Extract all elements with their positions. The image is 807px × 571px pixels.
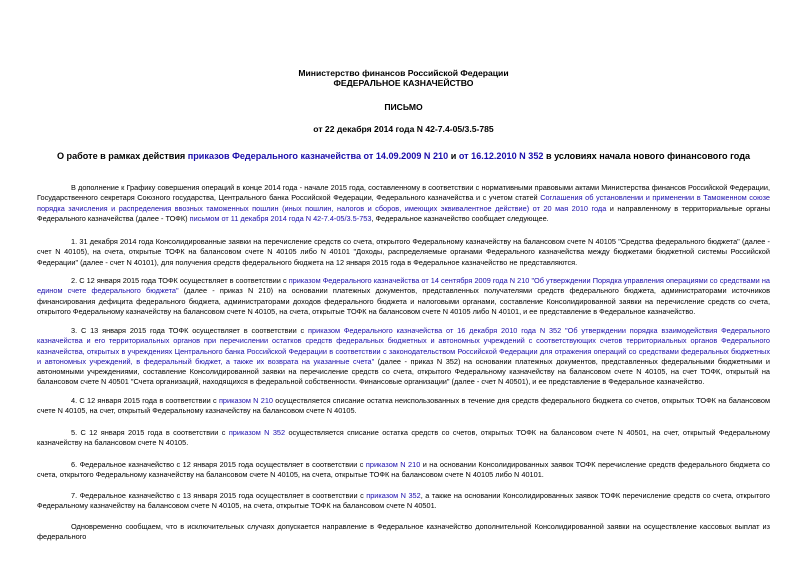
paragraph-4-text-2: осуществляется списание остатка неиспользованных в течение дня средств федерального бюджета со счетов, открытых ТОФК на балансовом счете N 40105, на счет, открытый Федеральному казначейству на балансовом счете N 40105.: [37, 396, 770, 416]
paragraph-6: [37, 460, 770, 481]
doc-type: ПИСЬМО: [384, 102, 423, 112]
title-link-order-210[interactable]: приказов Федерального казначейства от 14.09.2009 N 210: [187, 151, 449, 161]
paragraph-4: [37, 396, 770, 417]
paragraph-3: [37, 326, 770, 388]
paragraph-2-text-2: (далее - приказ N 210) на основании платежных документов, представленных получателями средств федерального бюджета, администраторами источников финансирования дефицита федерального бюджета, администраторами доходов федерального бюджета и налоговыми органами, составление Консолидированной заявки на перечисление средств со счета, открытого Федеральному казначейству на балансовом счете N 40105, на счета, открытые ТОФК на балансовом счете N 40105 либо N 40101, и ее представление в Федеральное казначейство.: [37, 286, 770, 316]
treasury-heading: ФЕДЕРАЛЬНОЕ КАЗНАЧЕЙСТВО: [333, 78, 474, 88]
intro-paragraph: [37, 183, 770, 224]
title-link-order-352[interactable]: от 16.12.2010 N 352: [458, 151, 544, 161]
document-title: [0, 151, 807, 162]
paragraph-1-text: 1. 31 декабря 2014 года Консолидированные заявки на перечисление средств со счета, открытого Федеральному казначейству на балансовом счете N 40105 "Средства федерального бюджета" (далее - счет N 40105), на счета, открытые ТОФК на балансовом счете N 40105 либо N 40101 "Доходы, распределяемые органами Федерального казначейства между бюджетами бюджетной системы Российской Федерации" (далее - счет N 40101), для получения средств федерального бюджета на 12 января 2015 года в Федеральное казначейство не представляются.: [37, 237, 770, 267]
paragraph-6-text-1: 6. Федеральное казначейство с 12 января 2015 года осуществляет в соответствии с: [71, 460, 366, 469]
title-text-1: О работе в рамках действия: [56, 151, 188, 161]
paragraph-2-link[interactable]: приказом Федерального казначейства от 14 сентября 2009 года N 210 "Об утверждении Порядка управления операциями со средствами на едином счете федерального бюджета": [37, 276, 770, 296]
paragraph-3-text-2: (далее - приказ N 352) на основании платежных документов, представленных федеральными бюджетными и автономными учреждениями, составление Консолидированной заявки на перечисление средств со счета, открытого Федеральному казначейству на балансовом счете N 40105, на счет ТОФК, открытый на балансовом счете N 40501 "Счета организаций, находящихся в федеральной собственности. Финансовые организации" (далее - счет N 40501), и ее представление в Федеральное казначейство.: [37, 356, 770, 387]
intro-link-letter[interactable]: письмом от 11 декабря 2014 года N 42-7.4-05/3.5-753: [189, 213, 372, 223]
paragraph-3-text-1: 3. С 13 января 2015 года ТОФК осуществляет в соответствии с: [71, 326, 309, 335]
paragraph-6-text-2: и на основании Консолидированных заявок ТОФК перечисление средств федерального бюджета со счета, открытого Федеральному казначейству на балансовом счете N 40105, на счета, открытые ТОФК на балансовом счете N 40105 либо N 40101.: [37, 460, 770, 480]
paragraph-7-link[interactable]: приказом N 352: [366, 491, 421, 500]
paragraph-4-link[interactable]: приказом N 210: [218, 396, 274, 405]
paragraph-5: [37, 428, 770, 449]
paragraph-8: [37, 522, 770, 543]
ministry-heading: Министерство финансов Российской Федерации: [298, 68, 509, 78]
paragraph-5-text-1: 5. С 12 января 2015 года в соответствии с: [71, 428, 229, 437]
paragraph-7-text-1: 7. Федеральное казначейство с 13 января 2015 года осуществляет в соответствии с: [71, 491, 367, 500]
paragraph-2: [37, 276, 770, 317]
intro-link-agreement[interactable]: Соглашения об установлении и применении в Таможенном союзе порядка зачисления и распределения ввозных таможенных пошлин (иных пошлин, налогов и сборов, имеющих эквивалентное действие) от 20 мая 2010 года: [37, 193, 770, 213]
paragraph-6-link[interactable]: приказом N 210: [365, 460, 421, 469]
paragraph-2-text-1: 2. С 12 января 2015 года ТОФК осуществляет в соответствии с: [71, 276, 289, 285]
doc-date-number: от 22 декабря 2014 года N 42-7.4-05/3.5-785: [313, 124, 494, 134]
title-text-3: в условиях начала нового финансового года: [543, 151, 751, 161]
intro-text-3: , Федеральное казначейство сообщает следующее.: [371, 213, 549, 223]
paragraph-7-text-2: , а также на основании Консолидированных заявок ТОФК перечисление средств со счета, открытого Федеральному казначейству на балансовом счете N 40105, на счета, открытые ТОФК на балансовом счете N 40501.: [37, 491, 771, 511]
paragraph-1: [37, 237, 770, 268]
intro-text-2: и направленному в территориальные органы Федерального казначейства (далее - ТОФК): [37, 203, 770, 223]
paragraph-8-text: Одновременно сообщаем, что в исключительных случаях допускается направление в Федеральное казначейство дополнительной Консолидированной заявки на осуществление кассовых выплат из федерального: [37, 522, 770, 542]
paragraph-4-text-1: 4. С 12 января 2015 года в соответствии с: [71, 396, 219, 405]
title-text-2: и: [448, 151, 459, 161]
intro-text-1: В дополнение к Графику совершения операций в конце 2014 года - начале 2015 года, составленному в соответствии с нормативными правовыми актами Министерства финансов Российской Федерации, Государственного секретаря Союзного государства, Центрального банка Российской Федерации, Федерального казначейства и с учетом статей: [37, 183, 770, 203]
paragraph-7: [37, 491, 770, 512]
paragraph-3-link[interactable]: приказом Федерального казначейства от 16 декабря 2010 года N 352 "Об утверждении порядка взаимодействия Федерального казначейства и его территориальных органов при перечислении остатков средств федеральных бюджетных и автономных учреждений с соответствующих счетов территориальных органов Федерального казначейства, открытых в учреждениях Центрального банка Российской Федерации в соответствии с законодательством Российской Федерации для отражения операций со средствами федеральных бюджетных и автономных учреждений, в федеральный бюджет, а также их возврата на указанные счета": [37, 326, 770, 366]
paragraph-5-link[interactable]: приказом N 352: [228, 428, 286, 437]
paragraph-5-text-2: осуществляется списание остатка средств со счетов, открытых ТОФК на балансовом счете N 40501, на счет, открытый Федеральному казначейству на балансовом счете N 40105.: [37, 428, 770, 448]
